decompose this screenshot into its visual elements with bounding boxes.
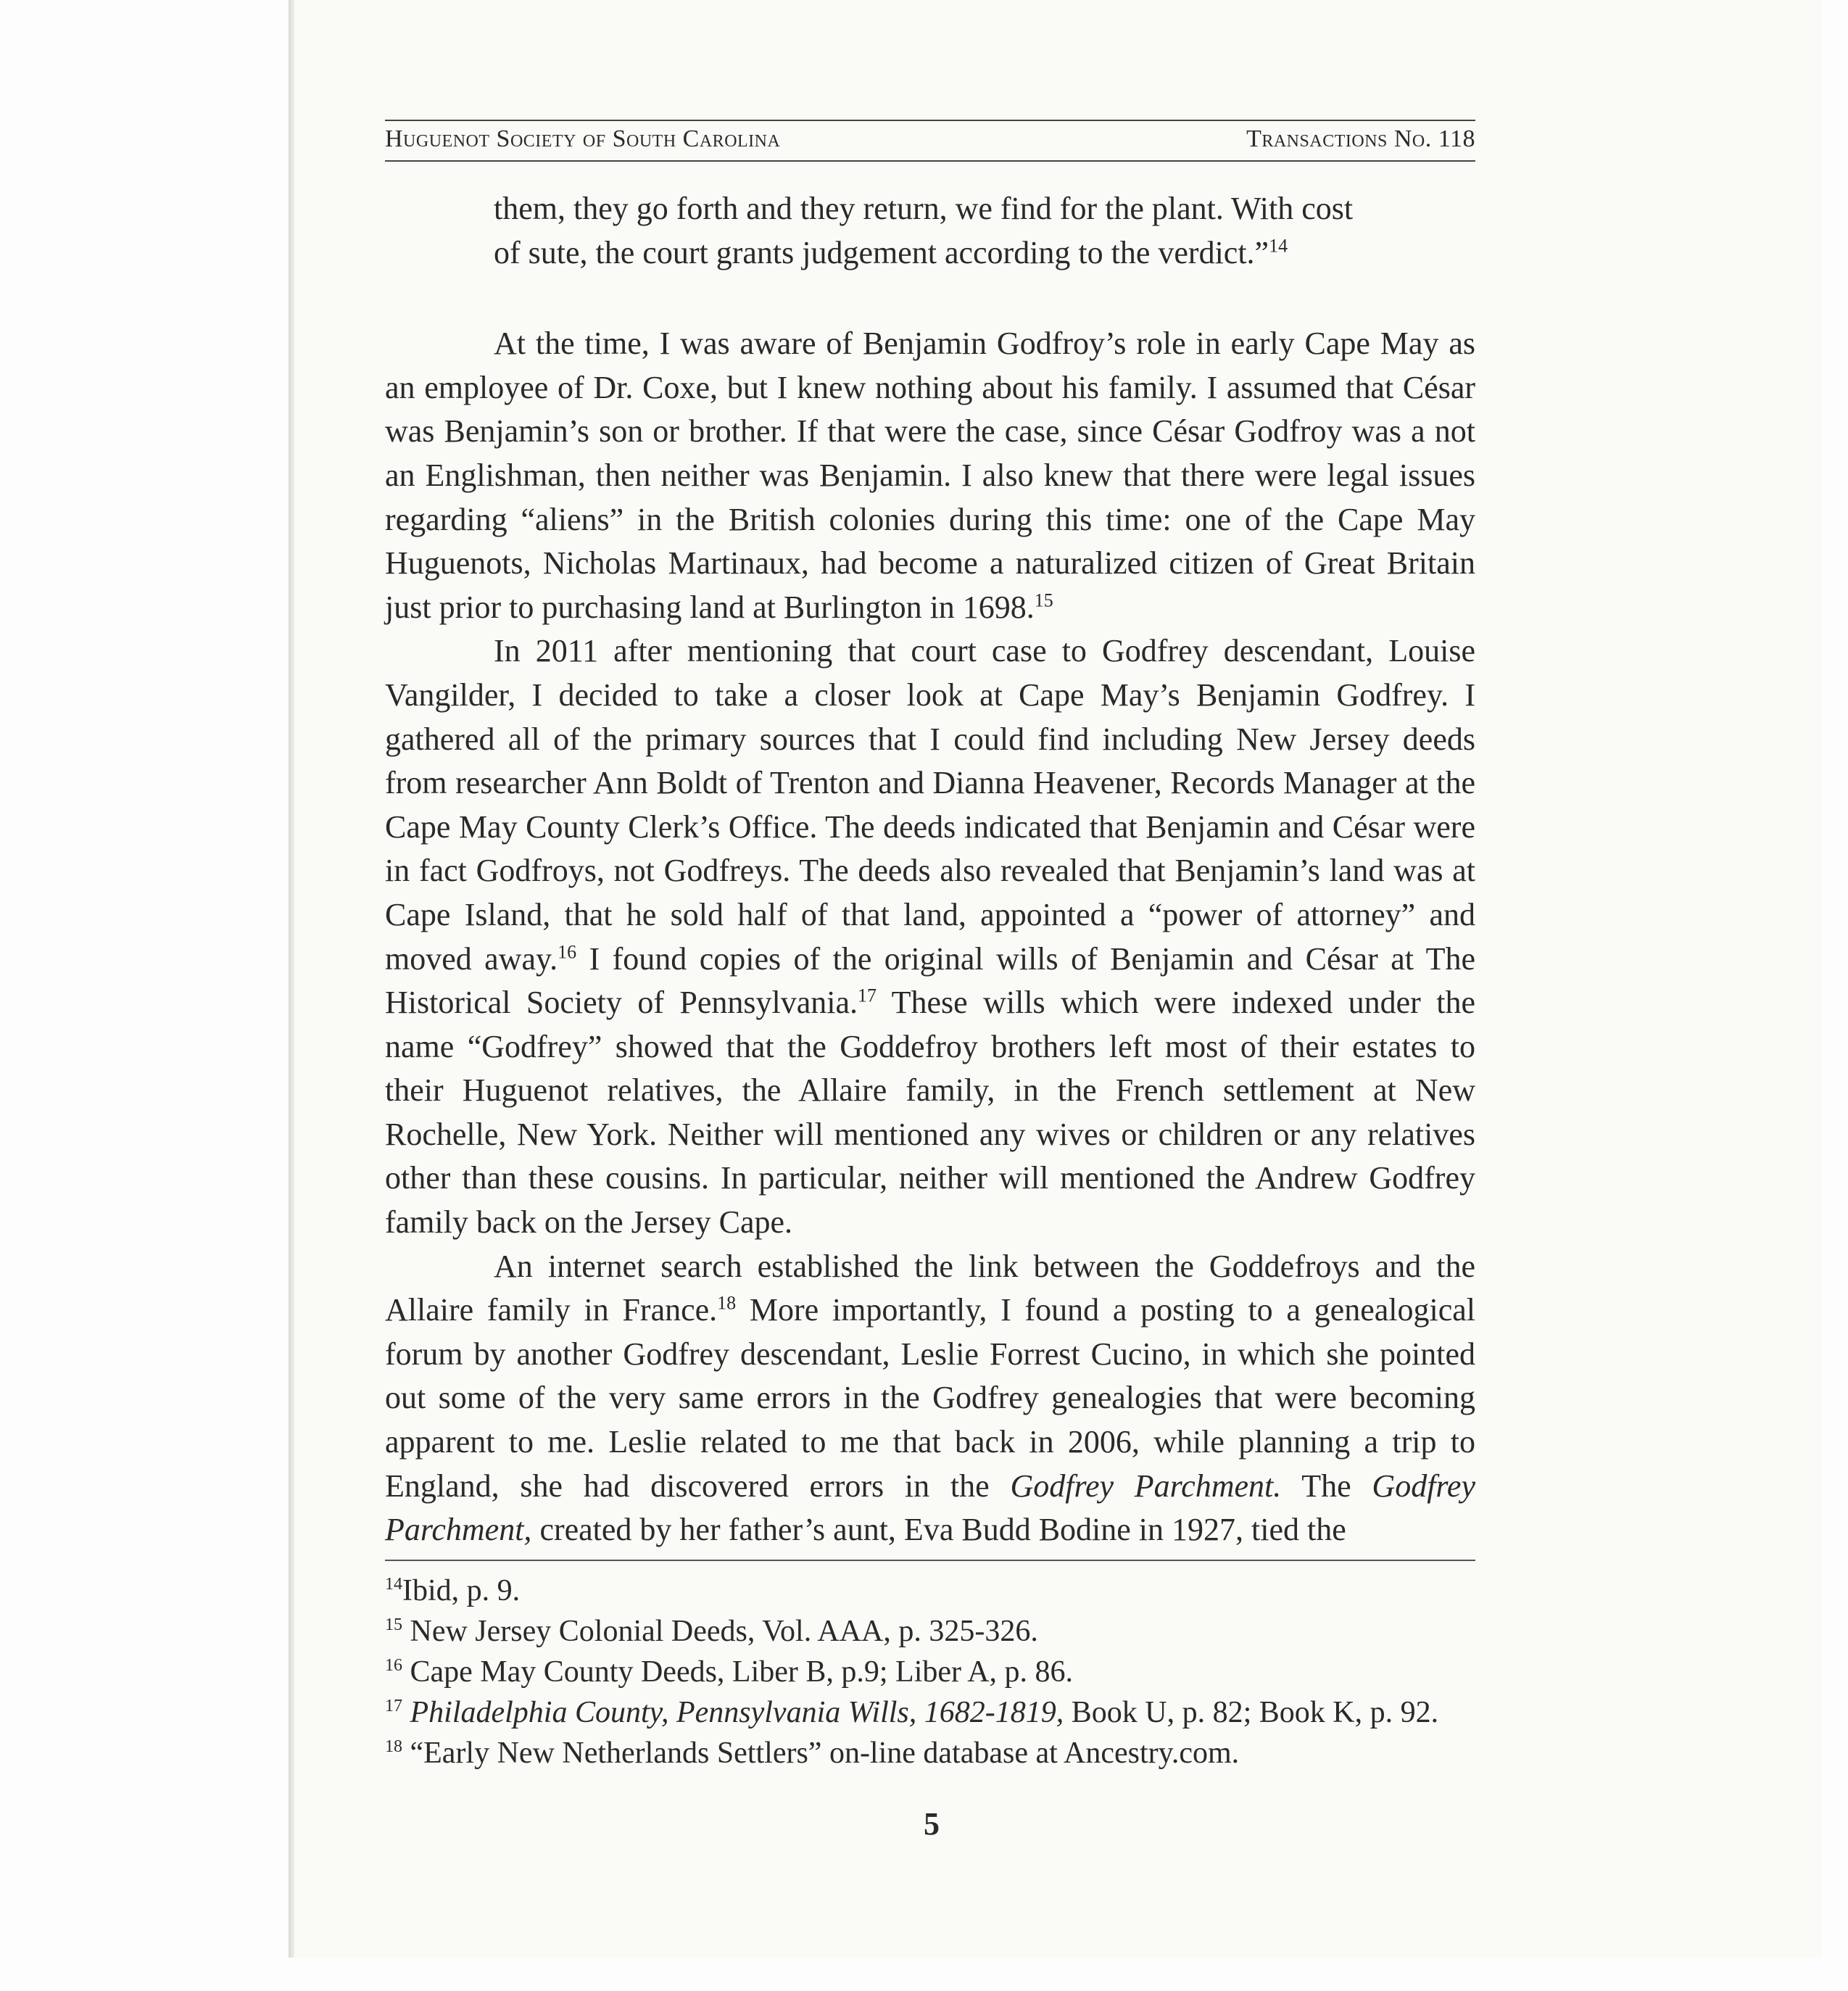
quote-line-2: of sute, the court grants judgement according to the verdict.”: [494, 234, 1269, 270]
block-quote: [494, 187, 1364, 275]
paragraph-3-text-a: An internet search established the link between the Goddefroys and the Allaire family in France.: [385, 1248, 1475, 1328]
paragraph-2: [385, 629, 1475, 1244]
footnote-15: [385, 1611, 1475, 1652]
main-text: [385, 187, 1475, 1552]
quote-line-1: them, they go forth and they return, we find for the plant. With cost: [494, 191, 1354, 226]
footnote-number: 16: [385, 1656, 402, 1675]
scan-left-margin: [0, 0, 289, 1991]
footnote-italic-title: Philadelphia County, Pennsylvania Wills, 1682-1819,: [402, 1696, 1064, 1729]
footnote-17: [385, 1692, 1475, 1733]
page-edge-shadow: [289, 0, 294, 1991]
footnote-ref-17: 17: [858, 985, 877, 1006]
footnote-text: New Jersey Colonial Deeds, Vol. AAA, p. 325-326.: [402, 1615, 1038, 1648]
footnote-16: [385, 1652, 1475, 1692]
header-society-name: Huguenot Society of South Carolina: [385, 125, 781, 152]
paragraph-2-text-a: In 2011 after mentioning that court case to Godfrey descendant, Louise Vangilder, I decided to take a closer look at Cape May’s Benjamin Godfrey. I gathered all of the primary sources that I could find including New Jersey deeds from researcher Ann Boldt of Trenton and Dianna Heavener, Records Manager at the Cape May County Clerk’s Office. The deeds indicated that Benjamin and César were in fact Godfroys, not Godfreys. The deeds also revealed that Benjamin’s land was at Cape Island, that he sold half of that land, appointed a “power of attorney” and moved away.: [385, 633, 1475, 977]
italic-title-2: Godfrey Parchment,: [385, 1468, 1475, 1548]
footnote-ref-14: 14: [1269, 234, 1288, 256]
footnote-18: [385, 1733, 1475, 1773]
scan-right-margin: [1821, 0, 1848, 1991]
header-transactions-number: Transactions No. 118: [1246, 125, 1475, 152]
footnote-ref-16: 16: [558, 940, 577, 962]
paragraph-3-text-c: The: [1281, 1468, 1372, 1504]
paragraph-2-text-b: I found copies of the original wills of Benjamin and César at The Historical Society of Pennsylvania.: [385, 940, 1475, 1021]
paragraph-1: [385, 322, 1475, 629]
footnote-divider: [385, 1560, 1475, 1561]
running-header: [385, 120, 1475, 162]
page-number: 5: [924, 1806, 940, 1842]
footnote-number: 17: [385, 1697, 402, 1715]
paragraph-3-text-d: created by her father’s aunt, Eva Budd Bodine in 1927, tied the: [531, 1512, 1346, 1548]
footnote-text: Ibid, p. 9.: [402, 1574, 521, 1607]
paragraph-1-text: At the time, I was aware of Benjamin Godfroy’s role in early Cape May as an employee of Dr. Coxe, but I knew nothing about his family. I assumed that César was Benjamin’s son or brother. If that were the case, since César Godfroy was a not an Englishman, then neither was Benjamin. I also knew that there were legal issues regarding “aliens” in the British colonies during this time: one of the Cape May Huguenots, Nicholas Martinaux, had become a naturalized citizen of Great Britain just prior to purchasing land at Burlington in 1698.: [385, 326, 1475, 625]
scan-bottom-margin: [0, 1958, 1848, 1991]
paragraph-2-text-c: These wills which were indexed under the name “Godfrey” showed that the Goddefroy brothers left most of their estates to their Huguenot relatives, the Allaire family, in the French settlement at New Rochelle, New York. Neither will mentioned any wives or children or any relatives other than these cousins. In particular, neither will mentioned the Andrew Godfrey family back on the Jersey Cape.: [385, 985, 1475, 1241]
footnote-number: 18: [385, 1737, 402, 1756]
paragraph-3: [385, 1245, 1475, 1552]
footnote-number: 14: [385, 1575, 402, 1594]
footnote-text: Cape May County Deeds, Liber B, p.9; Liber A, p. 86.: [402, 1655, 1074, 1689]
paragraph-3-text-b: More importantly, I found a posting to a genealogical forum by another Godfrey descendant, Leslie Forrest Cucino, in which she pointed out some of the very same errors in the Godfrey genealogies that were becoming apparent to me. Leslie related to me that back in 2006, while planning a trip to England, she had discovered errors in the: [385, 1292, 1475, 1504]
footnotes: [385, 1570, 1475, 1773]
footnote-number: 15: [385, 1615, 402, 1634]
italic-title-1: Godfrey Parchment.: [1010, 1468, 1282, 1504]
footnote-ref-18: 18: [717, 1292, 737, 1314]
footnote-ref-15: 15: [1034, 589, 1053, 611]
footnote-14: [385, 1570, 1475, 1611]
footnote-text: Book U, p. 82; Book K, p. 92.: [1064, 1696, 1439, 1729]
footnote-text: “Early New Netherlands Settlers” on-line database at Ancestry.com.: [402, 1737, 1240, 1770]
